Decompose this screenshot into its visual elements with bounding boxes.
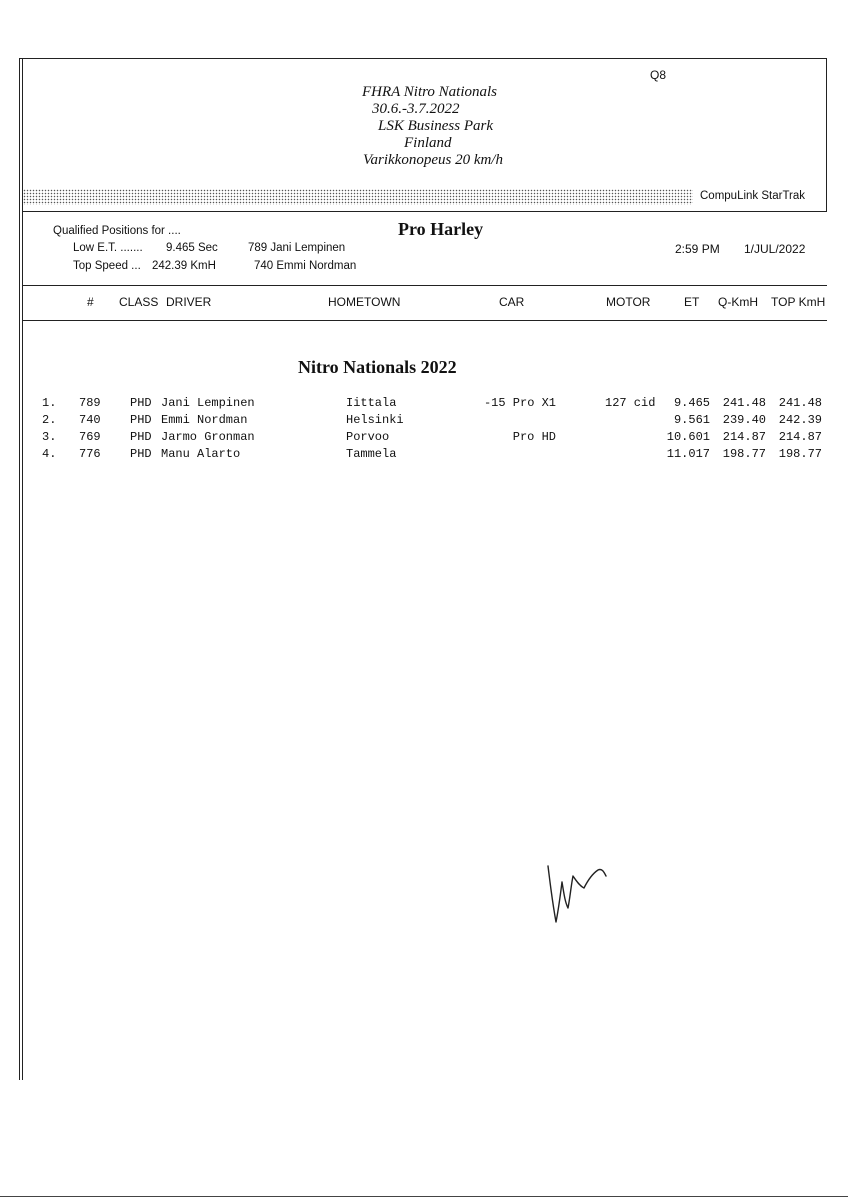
row-class: PHD xyxy=(130,430,152,444)
row-position: 2. xyxy=(42,413,57,427)
columns-rule-bottom xyxy=(23,320,827,321)
top-speed-label: Top Speed ... xyxy=(73,260,141,272)
row-class: PHD xyxy=(130,447,152,461)
col-header-number: # xyxy=(87,295,94,309)
page-frame-right xyxy=(826,58,827,212)
results-table xyxy=(0,396,848,464)
row-class: PHD xyxy=(130,396,152,410)
bottom-rule xyxy=(0,1196,848,1197)
row-driver: Jarmo Gronman xyxy=(161,430,255,444)
row-et: 11.017 xyxy=(666,447,710,461)
table-row xyxy=(0,396,848,413)
row-qkmh: 239.40 xyxy=(722,413,766,427)
event-dates: 30.6.-3.7.2022 xyxy=(372,101,460,117)
table-row xyxy=(0,430,848,447)
report-time: 2:59 PM xyxy=(675,242,720,256)
col-header-driver: DRIVER xyxy=(166,295,212,309)
row-driver: Emmi Nordman xyxy=(161,413,248,427)
col-header-car: CAR xyxy=(499,295,525,309)
header-rule xyxy=(23,211,827,212)
row-qkmh: 214.87 xyxy=(722,430,766,444)
class-title: Pro Harley xyxy=(398,219,484,239)
row-hometown: Iittala xyxy=(346,396,397,410)
top-speed-value: 242.39 KmH xyxy=(152,260,216,272)
section-title: Nitro Nationals 2022 xyxy=(298,357,457,377)
low-et-label: Low E.T. ....... xyxy=(73,242,143,254)
row-motor: 127 cid xyxy=(605,396,656,410)
row-topkmh: 241.48 xyxy=(778,396,822,410)
low-et-value: 9.465 Sec xyxy=(166,242,218,254)
row-hometown: Helsinki xyxy=(346,413,404,427)
row-et: 9.465 xyxy=(673,396,710,410)
row-qkmh: 241.48 xyxy=(722,396,766,410)
col-header-class: CLASS xyxy=(119,295,159,309)
event-venue: LSK Business Park xyxy=(378,118,494,134)
dotted-separator-band xyxy=(23,189,693,205)
table-row xyxy=(0,413,848,430)
report-date: 1/JUL/2022 xyxy=(744,242,806,256)
event-pit-speed: Varikkonopeus 20 km/h xyxy=(363,152,503,168)
row-position: 3. xyxy=(42,430,57,444)
row-car: -15 Pro X1 xyxy=(483,396,556,410)
col-header-topkmh: TOP KmH xyxy=(771,295,826,309)
row-driver: Manu Alarto xyxy=(161,447,241,461)
row-qkmh: 198.77 xyxy=(722,447,766,461)
col-header-motor: MOTOR xyxy=(606,295,651,309)
row-driver: Jani Lempinen xyxy=(161,396,255,410)
row-hometown: Tammela xyxy=(346,447,397,461)
row-topkmh: 242.39 xyxy=(778,413,822,427)
row-number: 776 xyxy=(79,447,101,461)
low-et-driver: 789 Jani Lempinen xyxy=(248,242,346,254)
top-speed-driver: 740 Emmi Nordman xyxy=(254,260,357,272)
row-hometown: Porvoo xyxy=(346,430,390,444)
row-position: 4. xyxy=(42,447,57,461)
col-header-qkmh: Q-KmH xyxy=(718,295,758,309)
row-position: 1. xyxy=(42,396,57,410)
page-code: Q8 xyxy=(650,68,667,82)
columns-rule-top xyxy=(23,285,827,286)
row-class: PHD xyxy=(130,413,152,427)
row-number: 740 xyxy=(79,413,101,427)
vendor-label: CompuLink StarTrak xyxy=(700,190,806,202)
row-number: 789 xyxy=(79,396,101,410)
row-et: 10.601 xyxy=(666,430,710,444)
row-car: Pro HD xyxy=(512,430,556,444)
qualified-label: Qualified Positions for .... xyxy=(53,225,181,237)
row-topkmh: 214.87 xyxy=(778,430,822,444)
col-header-et: ET xyxy=(684,295,700,309)
event-name: FHRA Nitro Nationals xyxy=(362,84,498,100)
handwritten-signature xyxy=(540,852,620,932)
page-frame-top xyxy=(19,58,827,59)
row-number: 769 xyxy=(79,430,101,444)
table-row xyxy=(0,447,848,464)
event-country: Finland xyxy=(404,135,452,151)
row-et: 9.561 xyxy=(673,413,710,427)
row-topkmh: 198.77 xyxy=(778,447,822,461)
page-frame-left xyxy=(19,58,20,1080)
col-header-hometown: HOMETOWN xyxy=(328,295,401,309)
